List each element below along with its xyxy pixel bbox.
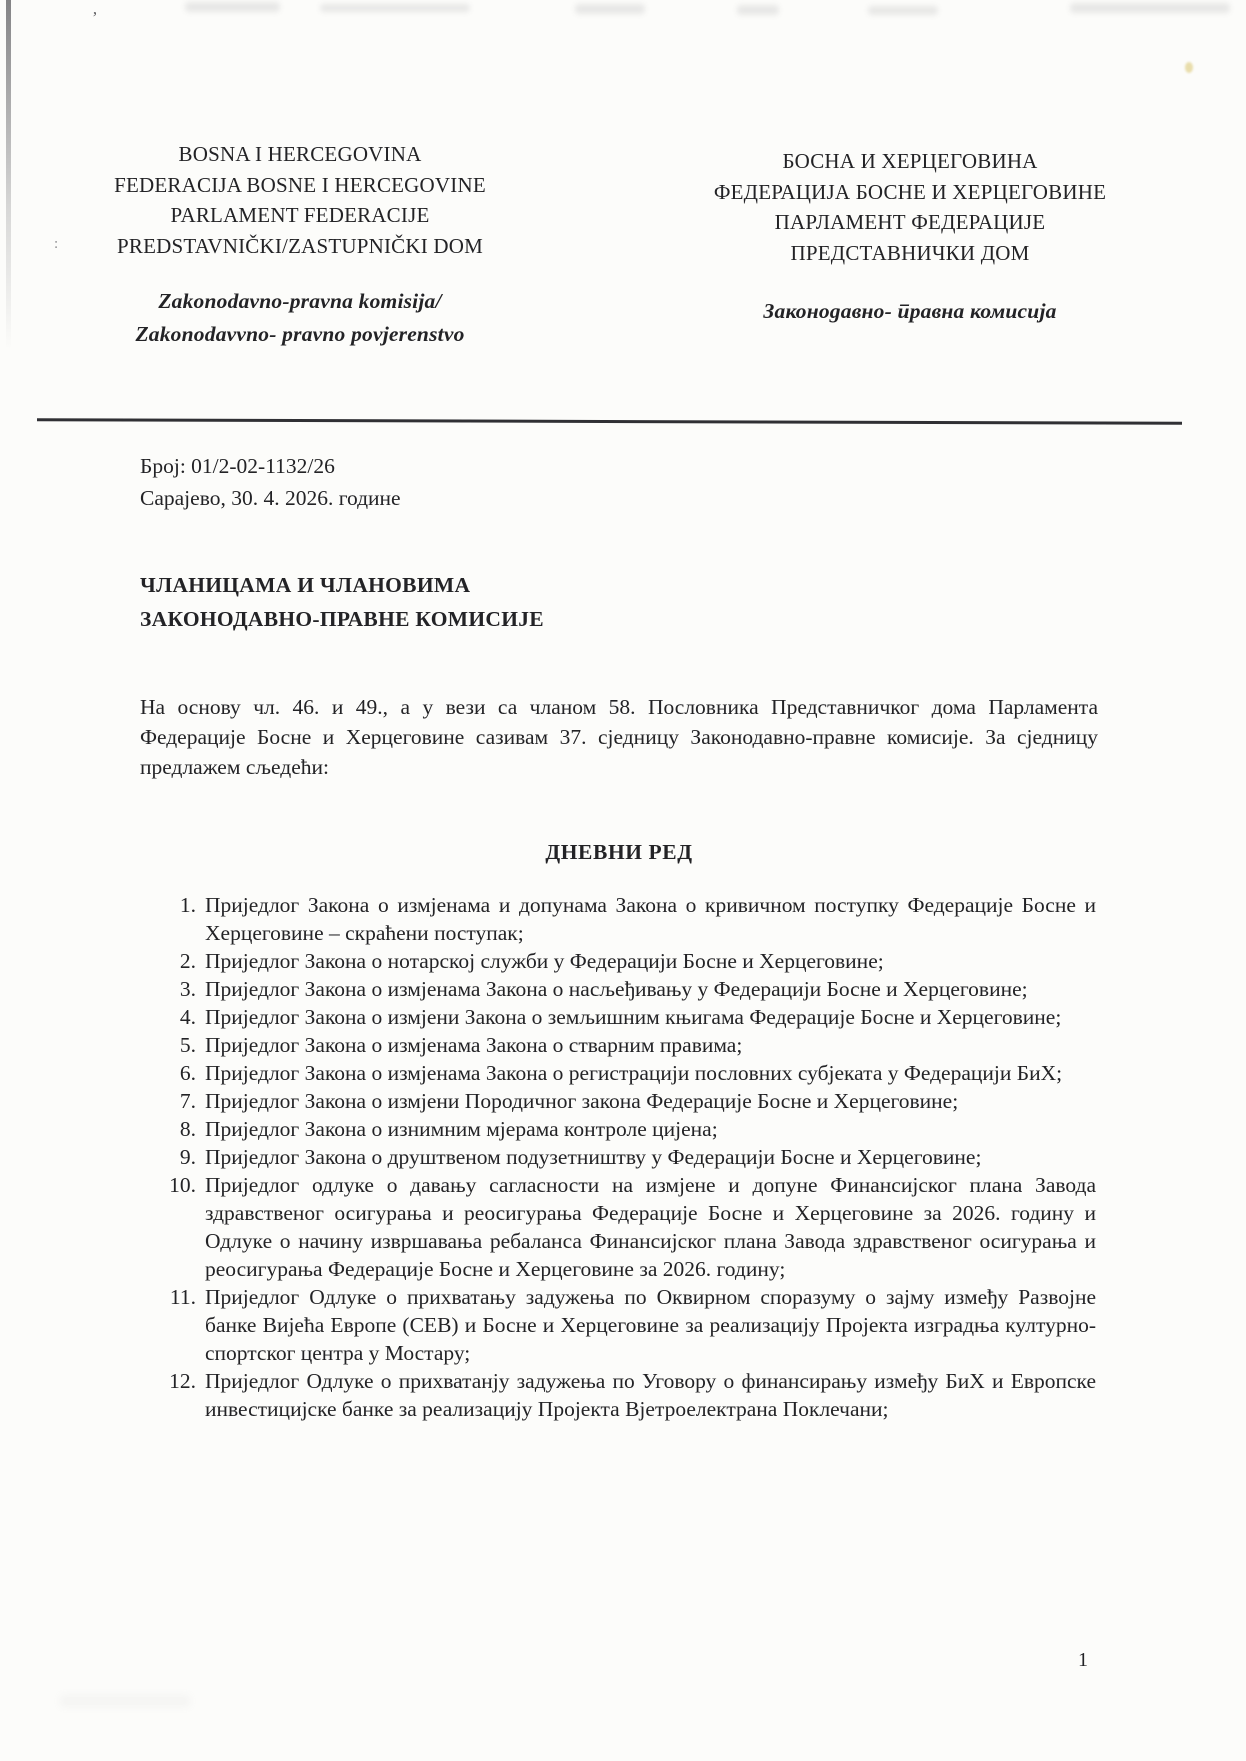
scan-smudge (185, 2, 280, 12)
agenda-item-1 (158, 891, 1096, 947)
agenda-item-number: 2. (179, 949, 196, 973)
agenda-item-number: 4. (179, 1005, 196, 1029)
addressee-line-2: ЗАКОНОДАВНО-ПРАВНЕ КОМИСИЈЕ (140, 606, 544, 631)
letterhead-divider-line (37, 418, 1182, 425)
agenda-item-number: 12. (169, 1369, 196, 1393)
scan-speck (1185, 62, 1193, 73)
committee-latin-line-1: Zakonodavno-pravna komisija/ (158, 289, 442, 313)
place-and-date: Сарајево, 30. 4. 2026. године (140, 486, 401, 510)
committee-latin-line-2: Zakonodavvno- pravno povjerenstvo (135, 322, 465, 346)
agenda-item-4 (158, 1003, 1096, 1031)
scan-smudge (868, 6, 938, 15)
agenda-item-number: 6. (179, 1061, 196, 1085)
agenda-item-number: 11. (169, 1285, 196, 1309)
agenda-item-number: 9. (179, 1145, 196, 1169)
agenda-item-number: 8. (179, 1117, 196, 1141)
document-meta (140, 450, 401, 514)
agenda-item-5 (158, 1031, 1096, 1059)
agenda-item-text: Приједлог Одлуке о прихватању задужења по Оквирном споразуму о зајму између Развојне банке Вијећа Европе (CEB) и Босне и Херцеговине за реализацију Пројекта изградња културно-спортског центра у Мостару; (205, 1285, 1096, 1365)
letterhead-latin-line-2: FEDERACIJA BOSNE I HERCEGOVINE (114, 172, 486, 197)
agenda-item-text: Приједлог одлуке о давању сагласности на измјене и допуне Финансијског плана Завода здравственог осигурања и реосигурања Федерације Босне и Херцеговине за 2026. годину и Одлуке о начину извршавања ребаланса Финансијског плана Завода здравственог осигурања и реосигурања Федерације Босне и Херцеговине за 2026. годину; (205, 1173, 1096, 1281)
letterhead-latin-line-1: BOSNA I HERCEGOVINA (178, 142, 422, 166)
addressee-line-1: ЧЛАНИЦАМА И ЧЛАНОВИМА (140, 573, 471, 597)
agenda-item-8 (158, 1115, 1096, 1143)
letterhead-latin-line-3: PARLAMENT FEDERACIJE (170, 203, 430, 227)
agenda-item-7 (158, 1087, 1096, 1115)
scan-smudge (1070, 3, 1230, 13)
addressee-block (140, 569, 544, 636)
scan-smudge (575, 4, 645, 14)
scan-edge-shadow (6, 0, 11, 350)
reference-number: Број: 01/2-02-1132/26 (140, 454, 335, 478)
agenda-item-2 (158, 947, 1096, 975)
agenda-item-text: Приједлог Закона о измјени Породичног закона Федерације Босне и Херцеговине; (205, 1089, 959, 1113)
agenda-item-number: 5. (179, 1033, 196, 1057)
agenda-item-text: Приједлог Закона о нотарској служби у Федерацији Босне и Херцеговине; (205, 949, 884, 973)
agenda-item-text: Приједлог Закона о измјенама Закона о насљеђивању у Федерацији Босне и Херцеговине; (205, 977, 1028, 1001)
page-number: 1 (1078, 1649, 1088, 1671)
committee-cyrillic-line-1: Законодавно- правна комисија (763, 299, 1057, 323)
agenda-item-9 (158, 1143, 1096, 1171)
letterhead-latin (70, 139, 530, 351)
agenda-item-number: 10. (169, 1173, 196, 1197)
intro-paragraph: На основу чл. 46. и 49., а у вези са чланом 58. Пословника Представничког дома Парламента Федерације Босне и Херцеговине сазивам 37. сједницу Законодавно-правне комисије. За сједницу предлажем сљедећи: (140, 695, 1098, 779)
agenda-item-text: Приједлог Закона о измјени Закона о земљишним књигама Федерације Босне и Херцеговине; (205, 1005, 1062, 1029)
agenda-item-text: Приједлог Закона о измјенама Закона о регистрацији пословних субјеката у Федерацији БиХ; (205, 1061, 1063, 1085)
agenda-item-text: Приједлог Закона о изнимним мјерама контроле цијена; (205, 1117, 718, 1141)
letterhead-cyrillic (645, 146, 1175, 328)
agenda-item-text: Приједлог Закона о измјенама и допунама Закона о кривичном поступку Федерације Босне и Херцеговине – скраћени поступак; (205, 893, 1096, 945)
agenda-list (158, 891, 1096, 1423)
agenda-item-6 (158, 1059, 1096, 1087)
agenda-item-text: Приједлог Закона о друштвеном подузетништву у Федерацији Босне и Херцеговине; (205, 1145, 982, 1169)
agenda-title: ДНЕВНИ РЕД (545, 840, 693, 864)
committee-name-latin (70, 285, 530, 351)
scan-smudge (60, 1695, 190, 1707)
agenda-item-text: Приједлог Закона о измјенама Закона о стварним правима; (205, 1033, 743, 1057)
scan-smudge (320, 4, 470, 12)
agenda-item-12 (158, 1367, 1096, 1423)
letterhead-cyrillic-line-3: ПАРЛАМЕНТ ФЕДЕРАЦИЈЕ (774, 210, 1046, 234)
letterhead-cyrillic-line-4: ПРЕДСТАВНИЧКИ ДОМ (790, 240, 1030, 265)
agenda-item-number: 7. (179, 1089, 196, 1113)
agenda-item-11 (158, 1283, 1096, 1367)
agenda-item-number: 1. (179, 893, 196, 917)
letterhead-cyrillic-line-2: ФЕДЕРАЦИЈА БОСНЕ И ХЕРЦЕГОВИНЕ (713, 179, 1107, 204)
committee-name-cyrillic (645, 295, 1175, 328)
agenda-item-3 (158, 975, 1096, 1003)
scan-smudge (737, 5, 779, 15)
letterhead-cyrillic-line-1: БОСНА И ХЕРЦЕГОВИНА (782, 149, 1038, 173)
agenda-item-number: 3. (179, 977, 196, 1001)
scan-mark: ’ (92, 8, 98, 27)
scan-mark: : (54, 236, 59, 252)
agenda-item-10 (158, 1171, 1096, 1283)
agenda-item-text: Приједлог Одлуке о прихватанју задужења по Уговору о финансирању између БиХ и Европске инвестицијске банке за реализацију Пројекта Вјетроелектрана Поклечани; (205, 1369, 1096, 1421)
letterhead-latin-line-4: PREDSTAVNIČKI/ZASTUPNIČKI DOM (116, 233, 483, 258)
